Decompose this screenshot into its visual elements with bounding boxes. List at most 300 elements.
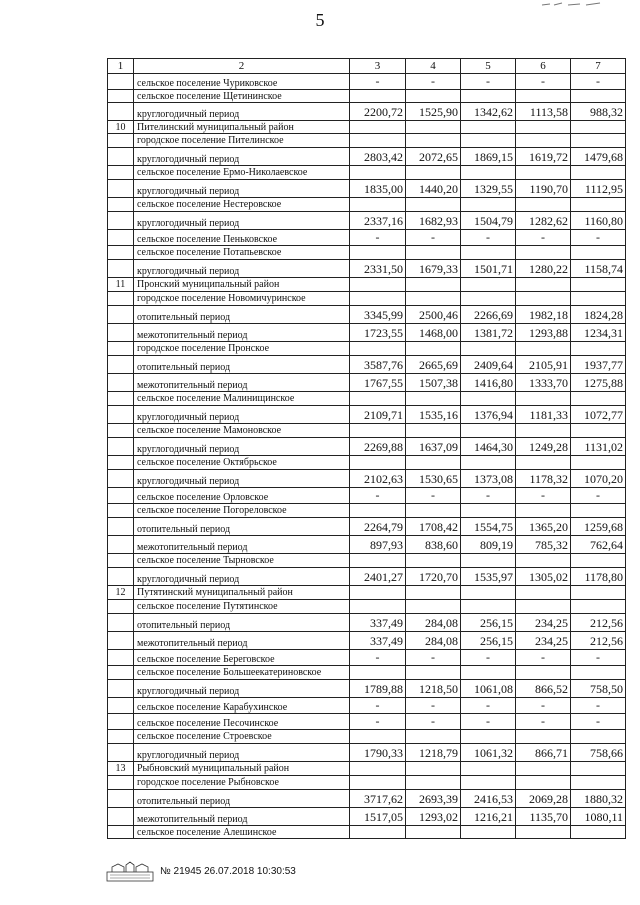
value-cell-col7 (571, 90, 626, 103)
value-cell-col3: 2401,27 (350, 568, 406, 586)
period-name: отопительный период (134, 356, 350, 374)
value-cell-col6: 2105,91 (516, 356, 571, 374)
value-cell-col3 (350, 762, 406, 776)
row-number (108, 324, 134, 342)
settlement-row (108, 230, 626, 246)
footer (106, 860, 296, 882)
settlement-name: сельское поселение Погореловское (134, 504, 350, 518)
value-cell-col6: 1305,02 (516, 568, 571, 586)
value-cell-col5 (461, 600, 516, 614)
value-cell-col4 (406, 826, 461, 839)
value-cell-col7: 212,56 (571, 632, 626, 650)
settlement-row (108, 600, 626, 614)
value-cell-col6: 2069,28 (516, 790, 571, 808)
value-cell-col6: 1619,72 (516, 148, 571, 166)
header-cell-3: 3 (350, 59, 406, 74)
value-cell-col4: 1293,02 (406, 808, 461, 826)
value-cell-col4: 284,08 (406, 632, 461, 650)
value-cell-col3 (350, 121, 406, 134)
value-cell-col6: - (516, 74, 571, 90)
settlement-row (108, 134, 626, 148)
period-name: круглогодичный период (134, 470, 350, 488)
value-cell-col7 (571, 121, 626, 134)
settlement-name: сельское поселение Октябрьское (134, 456, 350, 470)
value-cell-col6: 1135,70 (516, 808, 571, 826)
row-number (108, 698, 134, 714)
value-cell-col3 (350, 730, 406, 744)
value-cell-col5 (461, 504, 516, 518)
value-cell-col6 (516, 666, 571, 680)
tariff-row (108, 180, 626, 198)
value-cell-col4: 2693,39 (406, 790, 461, 808)
value-cell-col7: 762,64 (571, 536, 626, 554)
row-number (108, 568, 134, 586)
value-cell-col5: 2416,53 (461, 790, 516, 808)
row-number (108, 650, 134, 666)
value-cell-col6 (516, 554, 571, 568)
settlement-row (108, 488, 626, 504)
settlement-name: сельское поселение Карабухинское (134, 698, 350, 714)
value-cell-col7: 988,32 (571, 103, 626, 121)
value-cell-col5 (461, 392, 516, 406)
value-cell-col5: - (461, 74, 516, 90)
row-number (108, 374, 134, 392)
row-number: 13 (108, 762, 134, 776)
value-cell-col7: 1178,80 (571, 568, 626, 586)
value-cell-col7: 1880,32 (571, 790, 626, 808)
settlement-row (108, 504, 626, 518)
row-number (108, 826, 134, 839)
district-name: Пителинский муниципальный район (134, 121, 350, 134)
value-cell-col7 (571, 456, 626, 470)
value-cell-col4: 1708,42 (406, 518, 461, 536)
settlement-name: сельское поселение Орловское (134, 488, 350, 504)
value-cell-col6: 1282,62 (516, 212, 571, 230)
value-cell-col6: 866,52 (516, 680, 571, 698)
settlement-row (108, 246, 626, 260)
value-cell-col6: 234,25 (516, 632, 571, 650)
period-name: круглогодичный период (134, 568, 350, 586)
district-row (108, 762, 626, 776)
value-cell-col4: 2665,69 (406, 356, 461, 374)
period-name: круглогодичный период (134, 438, 350, 456)
value-cell-col5: 1061,08 (461, 680, 516, 698)
settlement-row (108, 342, 626, 356)
registration-stamp: № 21945 26.07.2018 10:30:53 (160, 865, 296, 877)
value-cell-col3 (350, 826, 406, 839)
tariff-row (108, 470, 626, 488)
value-cell-col3 (350, 392, 406, 406)
value-cell-col6: 1181,33 (516, 406, 571, 424)
table-body (108, 74, 626, 839)
settlement-row (108, 776, 626, 790)
value-cell-col6 (516, 600, 571, 614)
header-cell-4: 4 (406, 59, 461, 74)
value-cell-col3 (350, 666, 406, 680)
settlement-name: сельское поселение Большеекатериновское (134, 666, 350, 680)
row-number (108, 134, 134, 148)
value-cell-col5: 1504,79 (461, 212, 516, 230)
scan-mark-icon (540, 0, 610, 8)
tariff-row (108, 614, 626, 632)
value-cell-col5 (461, 90, 516, 103)
value-cell-col5: 1416,80 (461, 374, 516, 392)
value-cell-col7: 1158,74 (571, 260, 626, 278)
settlement-name: сельское поселение Чуриковское (134, 74, 350, 90)
settlement-row (108, 730, 626, 744)
value-cell-col6: - (516, 650, 571, 666)
row-number (108, 470, 134, 488)
row-number (108, 790, 134, 808)
value-cell-col5 (461, 342, 516, 356)
value-cell-col3 (350, 198, 406, 212)
value-cell-col3: 3345,99 (350, 306, 406, 324)
row-number (108, 600, 134, 614)
value-cell-col5: 1061,32 (461, 744, 516, 762)
value-cell-col6: 1333,70 (516, 374, 571, 392)
value-cell-col4 (406, 554, 461, 568)
settlement-row (108, 292, 626, 306)
value-cell-col5: 1381,72 (461, 324, 516, 342)
value-cell-col5: 2266,69 (461, 306, 516, 324)
settlement-name: сельское поселение Путятинское (134, 600, 350, 614)
value-cell-col4: 1679,33 (406, 260, 461, 278)
value-cell-col5: - (461, 714, 516, 730)
value-cell-col3: - (350, 714, 406, 730)
value-cell-col6: 1280,22 (516, 260, 571, 278)
value-cell-col5 (461, 456, 516, 470)
value-cell-col7 (571, 826, 626, 839)
value-cell-col6 (516, 504, 571, 518)
value-cell-col3 (350, 292, 406, 306)
value-cell-col4: - (406, 230, 461, 246)
settlement-name: сельское поселение Щетининское (134, 90, 350, 103)
row-number (108, 614, 134, 632)
period-name: круглогодичный период (134, 260, 350, 278)
value-cell-col3 (350, 600, 406, 614)
value-cell-col3: 1789,88 (350, 680, 406, 698)
tariff-row (108, 438, 626, 456)
value-cell-col5 (461, 776, 516, 790)
value-cell-col7 (571, 504, 626, 518)
value-cell-col3 (350, 134, 406, 148)
value-cell-col7 (571, 762, 626, 776)
value-cell-col4 (406, 586, 461, 600)
settlement-row (108, 392, 626, 406)
value-cell-col7: - (571, 488, 626, 504)
value-cell-col7 (571, 292, 626, 306)
period-name: круглогодичный период (134, 744, 350, 762)
value-cell-col4: 1720,70 (406, 568, 461, 586)
value-cell-col4 (406, 424, 461, 438)
row-number (108, 230, 134, 246)
row-number (108, 680, 134, 698)
row-number (108, 808, 134, 826)
value-cell-col6 (516, 730, 571, 744)
row-number (108, 90, 134, 103)
value-cell-col4 (406, 292, 461, 306)
value-cell-col6: 1982,18 (516, 306, 571, 324)
value-cell-col5: 809,19 (461, 536, 516, 554)
settlement-row (108, 826, 626, 839)
row-number (108, 714, 134, 730)
value-cell-col6: 785,32 (516, 536, 571, 554)
value-cell-col3 (350, 246, 406, 260)
value-cell-col5: 1216,21 (461, 808, 516, 826)
settlement-row (108, 554, 626, 568)
value-cell-col5 (461, 730, 516, 744)
value-cell-col5: 1869,15 (461, 148, 516, 166)
value-cell-col6: - (516, 230, 571, 246)
value-cell-col7: - (571, 230, 626, 246)
value-cell-col3: 3587,76 (350, 356, 406, 374)
value-cell-col7: - (571, 714, 626, 730)
value-cell-col6 (516, 278, 571, 292)
tariff-row (108, 632, 626, 650)
value-cell-col4 (406, 762, 461, 776)
row-number (108, 103, 134, 121)
tariff-row (108, 356, 626, 374)
value-cell-col5: 256,15 (461, 632, 516, 650)
value-cell-col3: 337,49 (350, 632, 406, 650)
value-cell-col4 (406, 278, 461, 292)
value-cell-col4: 1525,90 (406, 103, 461, 121)
value-cell-col3: 1767,55 (350, 374, 406, 392)
row-number (108, 438, 134, 456)
value-cell-col7: 1131,02 (571, 438, 626, 456)
settlement-row (108, 698, 626, 714)
value-cell-col6 (516, 456, 571, 470)
value-cell-col4 (406, 134, 461, 148)
settlement-row (108, 74, 626, 90)
tariff-table (107, 58, 626, 839)
value-cell-col7 (571, 278, 626, 292)
value-cell-col7: 1070,20 (571, 470, 626, 488)
value-cell-col7 (571, 198, 626, 212)
district-name: Путятинский муниципальный район (134, 586, 350, 600)
value-cell-col5 (461, 134, 516, 148)
district-row (108, 278, 626, 292)
value-cell-col5: 1373,08 (461, 470, 516, 488)
value-cell-col5: 1342,62 (461, 103, 516, 121)
value-cell-col3: 2331,50 (350, 260, 406, 278)
value-cell-col7 (571, 730, 626, 744)
value-cell-col4 (406, 198, 461, 212)
value-cell-col4: - (406, 650, 461, 666)
row-number (108, 198, 134, 212)
row-number (108, 74, 134, 90)
row-number (108, 730, 134, 744)
period-name: межотопительный период (134, 324, 350, 342)
row-number (108, 246, 134, 260)
value-cell-col7 (571, 776, 626, 790)
value-cell-col6 (516, 198, 571, 212)
value-cell-col5: 1376,94 (461, 406, 516, 424)
value-cell-col3: 3717,62 (350, 790, 406, 808)
value-cell-col3: - (350, 488, 406, 504)
district-name: Пронский муниципальный район (134, 278, 350, 292)
value-cell-col7 (571, 586, 626, 600)
value-cell-col4 (406, 730, 461, 744)
tariff-row (108, 518, 626, 536)
tariff-row (108, 536, 626, 554)
district-name: Рыбновский муниципальный район (134, 762, 350, 776)
value-cell-col4: 1218,79 (406, 744, 461, 762)
value-cell-col6: 1178,32 (516, 470, 571, 488)
value-cell-col4: 1218,50 (406, 680, 461, 698)
value-cell-col3: 1790,33 (350, 744, 406, 762)
value-cell-col5 (461, 762, 516, 776)
value-cell-col3 (350, 776, 406, 790)
value-cell-col4 (406, 392, 461, 406)
value-cell-col4: 1637,09 (406, 438, 461, 456)
value-cell-col6 (516, 424, 571, 438)
value-cell-col4 (406, 600, 461, 614)
period-name: круглогодичный период (134, 406, 350, 424)
value-cell-col6: 1190,70 (516, 180, 571, 198)
settlement-row (108, 666, 626, 680)
value-cell-col4: 1682,93 (406, 212, 461, 230)
value-cell-col3: 2803,42 (350, 148, 406, 166)
value-cell-col7: - (571, 74, 626, 90)
row-number (108, 518, 134, 536)
row-number (108, 632, 134, 650)
settlement-row (108, 714, 626, 730)
value-cell-col7 (571, 134, 626, 148)
row-number (108, 212, 134, 230)
settlement-name: сельское поселение Пеньковское (134, 230, 350, 246)
value-cell-col3: 2269,88 (350, 438, 406, 456)
value-cell-col3 (350, 586, 406, 600)
value-cell-col6: 1113,58 (516, 103, 571, 121)
value-cell-col4 (406, 456, 461, 470)
value-cell-col7: 1259,68 (571, 518, 626, 536)
value-cell-col3: 337,49 (350, 614, 406, 632)
period-name: отопительный период (134, 790, 350, 808)
value-cell-col4: 1440,20 (406, 180, 461, 198)
value-cell-col3 (350, 278, 406, 292)
value-cell-col3 (350, 424, 406, 438)
settlement-row (108, 424, 626, 438)
value-cell-col5: 1535,97 (461, 568, 516, 586)
value-cell-col6: - (516, 488, 571, 504)
tariff-row (108, 680, 626, 698)
row-number: 12 (108, 586, 134, 600)
settlement-name: сельское поселение Береговское (134, 650, 350, 666)
row-number (108, 166, 134, 180)
header-cell-5: 5 (461, 59, 516, 74)
value-cell-col3 (350, 166, 406, 180)
value-cell-col3: 2200,72 (350, 103, 406, 121)
value-cell-col5: 1554,75 (461, 518, 516, 536)
value-cell-col3: 1835,00 (350, 180, 406, 198)
value-cell-col4: - (406, 488, 461, 504)
value-cell-col5: 2409,64 (461, 356, 516, 374)
value-cell-col3: 1517,05 (350, 808, 406, 826)
value-cell-col4: 1530,65 (406, 470, 461, 488)
value-cell-col3 (350, 90, 406, 103)
value-cell-col5: 1464,30 (461, 438, 516, 456)
value-cell-col7: 1072,77 (571, 406, 626, 424)
value-cell-col5: 1329,55 (461, 180, 516, 198)
value-cell-col7: 1937,77 (571, 356, 626, 374)
value-cell-col7: 1112,95 (571, 180, 626, 198)
value-cell-col3: 1723,55 (350, 324, 406, 342)
value-cell-col4: - (406, 698, 461, 714)
value-cell-col7 (571, 554, 626, 568)
row-number (108, 776, 134, 790)
settlement-name: городское поселение Рыбновское (134, 776, 350, 790)
value-cell-col6 (516, 134, 571, 148)
value-cell-col3 (350, 342, 406, 356)
value-cell-col6 (516, 776, 571, 790)
value-cell-col6 (516, 586, 571, 600)
row-number: 11 (108, 278, 134, 292)
value-cell-col4: 1507,38 (406, 374, 461, 392)
settlement-name: сельское поселение Потапьевское (134, 246, 350, 260)
value-cell-col5 (461, 554, 516, 568)
tariff-row (108, 260, 626, 278)
value-cell-col6 (516, 121, 571, 134)
tariff-row (108, 744, 626, 762)
value-cell-col4: 838,60 (406, 536, 461, 554)
settlement-row (108, 456, 626, 470)
value-cell-col5 (461, 166, 516, 180)
row-number (108, 406, 134, 424)
settlement-name: сельское поселение Ермо-Николаевское (134, 166, 350, 180)
value-cell-col4: 1468,00 (406, 324, 461, 342)
settlement-name: сельское поселение Алешинское (134, 826, 350, 839)
value-cell-col7 (571, 342, 626, 356)
value-cell-col6 (516, 342, 571, 356)
value-cell-col4 (406, 666, 461, 680)
settlement-row (108, 198, 626, 212)
value-cell-col5 (461, 278, 516, 292)
period-name: межотопительный период (134, 374, 350, 392)
district-row (108, 121, 626, 134)
row-number (108, 666, 134, 680)
settlement-name: сельское поселение Мамоновское (134, 424, 350, 438)
value-cell-col3: 897,93 (350, 536, 406, 554)
settlement-name: городское поселение Пителинское (134, 134, 350, 148)
value-cell-col4 (406, 246, 461, 260)
value-cell-col6 (516, 826, 571, 839)
row-number (108, 392, 134, 406)
value-cell-col6 (516, 166, 571, 180)
value-cell-col6 (516, 246, 571, 260)
value-cell-col5 (461, 246, 516, 260)
row-number (108, 342, 134, 356)
settlement-row (108, 650, 626, 666)
value-cell-col3 (350, 504, 406, 518)
value-cell-col5: - (461, 650, 516, 666)
settlement-row (108, 90, 626, 103)
row-number: 10 (108, 121, 134, 134)
tariff-row (108, 406, 626, 424)
page-number: 5 (315, 10, 325, 30)
header-cell-2: 2 (134, 59, 350, 74)
value-cell-col5: 256,15 (461, 614, 516, 632)
row-number (108, 488, 134, 504)
value-cell-col5 (461, 424, 516, 438)
value-cell-col4 (406, 166, 461, 180)
value-cell-col3: 2264,79 (350, 518, 406, 536)
value-cell-col6 (516, 392, 571, 406)
row-number (108, 260, 134, 278)
value-cell-col6: - (516, 714, 571, 730)
value-cell-col6 (516, 762, 571, 776)
header-row (108, 59, 626, 74)
